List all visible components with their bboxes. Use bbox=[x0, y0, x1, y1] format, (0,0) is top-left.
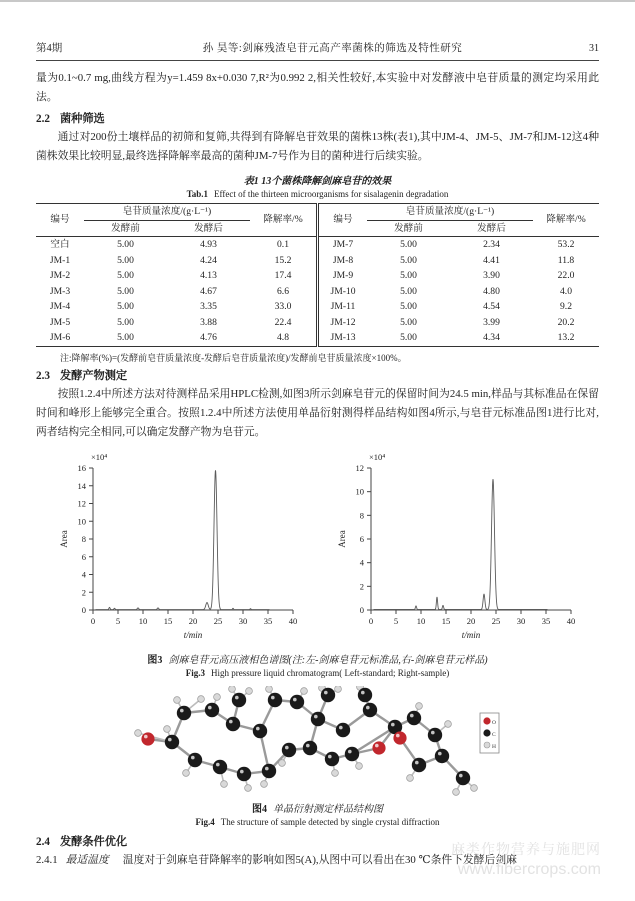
table-cell: JM-13 bbox=[318, 330, 368, 346]
table-cell: JM-8 bbox=[318, 253, 368, 269]
molecule-structure bbox=[132, 686, 504, 798]
subsection-number: 2.4.1 bbox=[36, 853, 58, 866]
table-cell: 3.35 bbox=[200, 301, 217, 312]
table-cell: JM-4 bbox=[49, 301, 71, 312]
svg-text:Area: Area bbox=[58, 529, 69, 548]
table-cell: JM-12 bbox=[318, 315, 368, 331]
figure3-charts bbox=[36, 446, 599, 649]
section-number: 2.4 bbox=[36, 835, 50, 848]
table-cell: 3.90 bbox=[483, 270, 500, 281]
svg-text:30: 30 bbox=[516, 615, 525, 626]
svg-text:14: 14 bbox=[77, 480, 86, 491]
table-cell: JM-5 bbox=[49, 316, 71, 328]
table1-header bbox=[36, 204, 599, 237]
svg-text:2: 2 bbox=[81, 586, 86, 597]
journal-issue: 第4期 bbox=[36, 43, 63, 54]
table-cell: 4.8 bbox=[277, 332, 289, 343]
table-cell: 22.0 bbox=[557, 270, 575, 281]
figure3-caption-cn: 图3 剑麻皂苷元高压液相色谱图(注:左-剑麻皂苷元标准品,右-剑麻皂苷元样品) bbox=[147, 654, 488, 666]
table-cell: JM-7 bbox=[318, 237, 368, 253]
table-cell: 5.00 bbox=[117, 239, 134, 250]
table-cell: 53.2 bbox=[557, 239, 575, 250]
svg-text:×10⁴: ×10⁴ bbox=[368, 451, 385, 462]
hplc-chart-sample bbox=[331, 446, 583, 649]
figure4-caption-cn: 图4 单晶衍射测定样品结构图 bbox=[252, 803, 383, 815]
table-cell: 5.00 bbox=[117, 316, 134, 328]
section-title: 菌种筛选 bbox=[59, 113, 105, 125]
table-cell: 9.2 bbox=[560, 301, 572, 312]
table-cell: 5.00 bbox=[400, 301, 417, 312]
section-2-2-heading bbox=[36, 110, 599, 126]
col-header-before: 发酵前 bbox=[111, 222, 140, 234]
svg-text:6: 6 bbox=[359, 533, 364, 544]
svg-text:15: 15 bbox=[441, 615, 450, 626]
col-header-rate: 降解率/% bbox=[546, 214, 586, 226]
svg-text:×10⁴: ×10⁴ bbox=[90, 451, 107, 462]
svg-text:4: 4 bbox=[359, 557, 364, 568]
svg-text:0: 0 bbox=[81, 604, 86, 615]
table-cell: 4.54 bbox=[483, 301, 500, 312]
col-header-concentration: 皂苷质量浓度/(g·L⁻¹) bbox=[367, 204, 533, 221]
paper-page bbox=[0, 2, 635, 870]
table1-note: 注:降解率(%)=(发酵前皂苷质量浓度-发酵后皂苷质量浓度)/发酵前皂苷质量浓度×100%。 bbox=[60, 352, 407, 363]
svg-text:0: 0 bbox=[359, 604, 364, 615]
svg-text:10: 10 bbox=[416, 615, 425, 626]
table-cell: 空白 bbox=[50, 239, 70, 250]
svg-text:4: 4 bbox=[81, 569, 86, 579]
svg-text:12: 12 bbox=[77, 498, 86, 508]
svg-text:25: 25 bbox=[491, 615, 500, 626]
section-number: 2.2 bbox=[36, 113, 50, 125]
table-row bbox=[36, 299, 599, 315]
svg-text:20: 20 bbox=[466, 615, 475, 626]
table-cell: JM-9 bbox=[318, 268, 368, 284]
hplc-chart-standard bbox=[53, 446, 305, 649]
table-cell: 5.00 bbox=[400, 285, 417, 297]
table-cell: 3.88 bbox=[200, 316, 217, 328]
table-cell: 4.34 bbox=[483, 332, 500, 343]
table-cell: JM-11 bbox=[318, 299, 368, 315]
table-cell: 6.6 bbox=[277, 285, 289, 297]
table-cell: 0.1 bbox=[277, 239, 289, 250]
section-title: 发酵产物测定 bbox=[59, 369, 128, 382]
svg-text:8: 8 bbox=[81, 533, 86, 544]
svg-text:40: 40 bbox=[288, 615, 297, 626]
table-cell: JM-6 bbox=[49, 332, 71, 343]
table-cell: JM-2 bbox=[49, 270, 71, 281]
table-cell: 4.93 bbox=[200, 239, 217, 250]
table-cell: JM-10 bbox=[318, 284, 368, 300]
table-cell: 5.00 bbox=[400, 332, 417, 343]
svg-text:16: 16 bbox=[77, 462, 86, 473]
table-cell: 13.2 bbox=[557, 332, 575, 343]
svg-text:5: 5 bbox=[393, 615, 398, 626]
col-header-id: 编号 bbox=[318, 204, 368, 237]
svg-text:20: 20 bbox=[188, 615, 197, 626]
subsection-title: 最适温度 bbox=[65, 853, 109, 866]
svg-text:30: 30 bbox=[238, 615, 247, 626]
figure4-molecule-image bbox=[36, 686, 599, 798]
table-cell: JM-3 bbox=[49, 285, 71, 297]
svg-text:10: 10 bbox=[77, 515, 86, 526]
table-cell: 5.00 bbox=[117, 301, 134, 312]
svg-text:10: 10 bbox=[355, 486, 364, 497]
table1-caption-en: Tab.1 Effect of the thirteen microorganisms for sisalagenin degradation bbox=[186, 189, 449, 199]
page-number: 31 bbox=[589, 43, 599, 54]
col-header-before: 发酵前 bbox=[394, 222, 423, 234]
table-cell: 5.00 bbox=[400, 254, 417, 266]
watermark-site-url: www.fibercrops.com bbox=[457, 861, 601, 878]
table1-caption-cn: 表1 13个菌株降解剑麻皂苷的效果 bbox=[243, 176, 392, 187]
table-cell: 5.00 bbox=[400, 270, 417, 281]
table-cell: 5.00 bbox=[117, 254, 134, 266]
table-cell: 4.67 bbox=[200, 285, 217, 297]
table-cell: 22.4 bbox=[274, 316, 292, 328]
svg-text:35: 35 bbox=[263, 615, 272, 626]
svg-text:0: 0 bbox=[368, 615, 373, 626]
figure3-caption-en: Fig.3 High pressure liquid chromatogram( Left-standard; Right-sample) bbox=[185, 667, 450, 678]
col-header-rate: 降解率/% bbox=[263, 214, 303, 226]
table-cell: 5.00 bbox=[400, 239, 417, 250]
subsection-body: 温度对于剑麻皂苷降解率的影响如图5(A),从图中可以看出在30 ℃条件下发酵后剑麻 bbox=[122, 853, 517, 866]
table-cell: 4.24 bbox=[200, 254, 217, 266]
svg-text:C: C bbox=[491, 731, 496, 738]
section-2-3-paragraph: 按照1.2.4中所述方法对待测样品采用HPLC检测,如图3所示剑麻皂苷元的保留时间为24.5 min,样品与其标准品在保留时间和峰形上能够完全重合。按照1.2.4中所述方法使用单晶衍射测得样品结构如图4所示,与皂苷元标准品图1进行比对,两者结构完全相同,可以确定发酵产物为皂苷元。 bbox=[36, 387, 599, 438]
table-row bbox=[36, 284, 599, 300]
svg-text:0: 0 bbox=[90, 615, 95, 626]
svg-text:40: 40 bbox=[566, 615, 575, 626]
col-header-after: 发酵后 bbox=[477, 222, 506, 234]
svg-text:15: 15 bbox=[163, 615, 172, 626]
table-row bbox=[36, 315, 599, 331]
table-cell: 33.0 bbox=[274, 301, 292, 312]
table-cell: 4.80 bbox=[483, 285, 500, 297]
table-row bbox=[36, 268, 599, 284]
running-title: 孙 昊等:剑麻残渣皂苷元高产率菌株的筛选及特性研究 bbox=[202, 43, 463, 54]
svg-text:5: 5 bbox=[115, 615, 120, 626]
header-rule bbox=[36, 60, 599, 61]
site-watermark bbox=[451, 841, 601, 879]
intro-paragraph: 量为0.1~0.7 mg,曲线方程为y=1.459 8x+0.030 7,R²为0.992 2,相关性较好,本实验中对发酵液中皂苷质量的测定均采用此法。 bbox=[36, 72, 599, 103]
table-row bbox=[36, 253, 599, 269]
table-cell: 5.00 bbox=[400, 316, 417, 328]
table-cell: 17.4 bbox=[274, 270, 292, 281]
col-header-after: 发酵后 bbox=[194, 222, 223, 234]
svg-text:2: 2 bbox=[359, 580, 364, 591]
table1-caption-en-label: Tab.1 bbox=[186, 189, 209, 199]
table-1 bbox=[36, 203, 599, 347]
svg-text:10: 10 bbox=[138, 615, 147, 626]
svg-text:25: 25 bbox=[213, 615, 222, 626]
table-cell: JM-1 bbox=[49, 254, 71, 266]
svg-text:H: H bbox=[491, 743, 496, 750]
figure4-caption-en: Fig.4 The structure of sample detected by single crystal diffraction bbox=[195, 816, 440, 827]
table-cell: 15.2 bbox=[274, 254, 292, 266]
table1-body bbox=[36, 237, 599, 347]
svg-text:12: 12 bbox=[355, 462, 364, 473]
table-row bbox=[36, 237, 599, 253]
section-number: 2.3 bbox=[36, 369, 50, 382]
table-cell: 4.13 bbox=[200, 270, 217, 281]
table-row bbox=[36, 330, 599, 346]
svg-text:8: 8 bbox=[359, 509, 364, 520]
table-cell: 3.99 bbox=[483, 316, 500, 328]
section-title: 发酵条件优化 bbox=[59, 835, 128, 848]
svg-text:6: 6 bbox=[81, 551, 86, 562]
svg-text:35: 35 bbox=[541, 615, 550, 626]
section-2-2-paragraph: 通过对200份土壤样品的初筛和复筛,共得到有降解皂苷效果的菌株13株(表1),其中JM-4、JM-5、JM-7和JM-12这4种菌株效果比较明显,最终选择降解率最高的菌种JM-7号作为目的菌种进行后续实验。 bbox=[36, 131, 599, 162]
table-cell: 11.8 bbox=[557, 254, 575, 266]
running-head bbox=[36, 40, 599, 55]
watermark-site-name: 麻类作物营养与施肥网 bbox=[451, 843, 601, 858]
table-cell: 4.0 bbox=[560, 285, 572, 297]
table-cell: 5.00 bbox=[117, 285, 134, 297]
table-cell: 5.00 bbox=[117, 332, 134, 343]
svg-text:t/min: t/min bbox=[183, 629, 202, 640]
svg-text:Area: Area bbox=[336, 529, 347, 548]
table-cell: 4.76 bbox=[200, 332, 217, 343]
table-cell: 20.2 bbox=[557, 316, 575, 328]
col-header-id: 编号 bbox=[50, 214, 70, 226]
section-2-3-heading bbox=[36, 367, 599, 383]
svg-text:t/min: t/min bbox=[461, 629, 480, 640]
table-cell: 2.34 bbox=[483, 239, 500, 250]
table-cell: 5.00 bbox=[117, 270, 134, 281]
col-header-concentration: 皂苷质量浓度/(g·L⁻¹) bbox=[84, 204, 250, 221]
table-cell: 4.41 bbox=[483, 254, 500, 266]
svg-text:O: O bbox=[491, 719, 496, 726]
